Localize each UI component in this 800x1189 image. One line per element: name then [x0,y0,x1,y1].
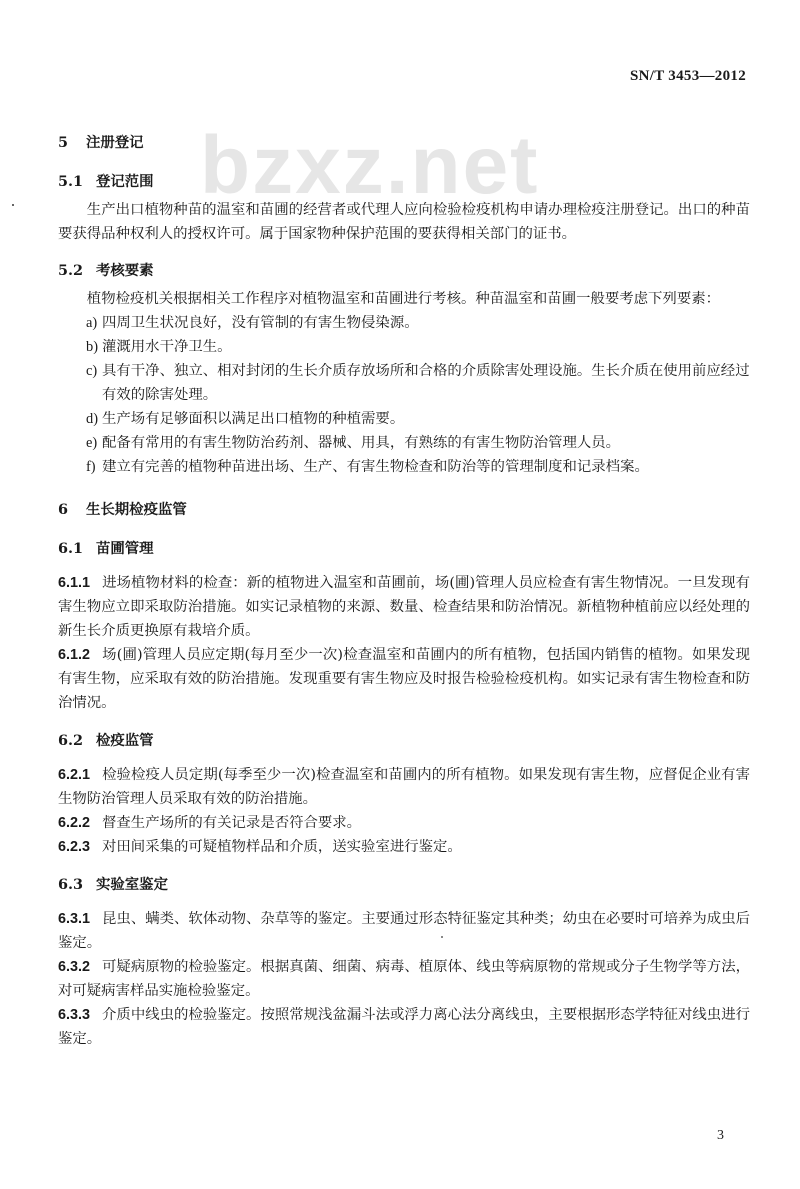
section-number: 5.1 [58,173,84,190]
list-text: 灌溉用水干净卫生。 [102,339,232,355]
list-text: 配备有常用的有害生物防治药剂、器械、用具，有熟练的有害生物防治管理人员。 [102,435,621,451]
list-item [58,311,750,335]
list-item [58,407,750,431]
clause-6-1-2 [58,643,750,715]
list-item [58,455,750,479]
clause-number: 6.2.3 [58,839,91,855]
clause-text: 可疑病原物的检验鉴定。根据真菌、细菌、病毒、植原体、线虫等病原物的常规或分子生物学等方法，对可疑病害样品实施检验鉴定。 [58,959,750,999]
clause-text: 昆虫、螨类、软体动物、杂草等的鉴定。主要通过形态特征鉴定其种类；幼虫在必要时可培养为成虫后鉴定。 [58,911,750,951]
clause-text: 督查生产场所的有关记录是否符合要求。 [102,815,362,831]
clause-6-3-1 [58,907,750,955]
section-5-1-text: 生产出口植物种苗的温室和苗圃的经营者或代理人应向检验检疫机构申请办理检疫注册登记。出口的种苗要获得品种权利人的授权许可。属于国家物种保护范围的要获得相关部门的证书。 [58,202,750,242]
list-label: b) [86,339,98,355]
section-6-3-heading [58,873,750,897]
clause-6-2-1 [58,763,750,811]
clause-6-2-2 [58,811,750,835]
section-title: 登记范围 [96,173,154,190]
clause-6-3-3 [58,1003,750,1051]
clause-text: 对田间采集的可疑植物样品和介质，送实验室进行鉴定。 [102,839,462,855]
section-6-heading [58,498,750,522]
list-label: c) [86,363,98,379]
section-number: 6.1 [58,540,84,557]
clause-number: 6.3.2 [58,959,91,975]
clause-6-2-3 [58,835,750,859]
section-title: 检疫监管 [96,732,154,749]
requirement-list [58,311,750,479]
section-title: 实验室鉴定 [96,876,168,893]
clause-text: 检验检疫人员定期(每季至少一次)检查温室和苗圃内的所有植物。如果发现有害生物，应督促企业有害生物防治管理人员采取有效的防治措施。 [58,767,750,807]
scan-speck [12,204,14,206]
section-number: 5 [58,134,69,151]
page-number: 3 [717,1128,724,1143]
list-label: d) [86,411,98,427]
section-title: 考核要素 [96,262,154,279]
section-number: 6 [58,501,69,518]
clause-text: 介质中线虫的检验鉴定。按照常规浅盆漏斗法或浮力离心法分离线虫，主要根据形态学特征对线虫进行鉴定。 [58,1007,750,1047]
section-5-heading [58,131,750,155]
watermark: bzxz.net [200,120,540,211]
list-item [58,335,750,359]
clause-6-3-2 [58,955,750,1003]
section-5-2-heading [58,259,750,283]
section-5-1-heading [58,170,750,194]
section-title: 注册登记 [86,134,144,151]
section-number: 5.2 [58,262,84,279]
clause-text: 场(圃)管理人员应定期(每月至少一次)检查温室和苗圃内的所有植物，包括国内销售的植物。如果发现有害生物，应采取有效的防治措施。发现重要有害生物应及时报告检验检疫机构。如实记录有害生物检查和防治情况。 [58,647,750,711]
list-text: 具有干净、独立、相对封闭的生长介质存放场所和合格的介质除害处理设施。生长介质在使用前应经过有效的除害处理。 [102,363,750,403]
list-text: 建立有完善的植物种苗进出场、生产、有害生物检查和防治等的管理制度和记录档案。 [102,459,649,475]
clause-number: 6.2.1 [58,767,91,783]
clause-text: 进场植物材料的检查：新的植物进入温室和苗圃前，场(圃)管理人员应检查有害生物情况。一旦发现有害生物应立即采取防治措施。如实记录植物的来源、数量、检查结果和防治情况。新植物种植前应以经处理的新生长介质更换原有栽培介质。 [58,575,750,639]
clause-number: 6.3.3 [58,1007,91,1023]
list-label: a) [86,315,98,331]
standard-code: SN/T 3453—2012 [629,68,746,84]
list-text: 生产场有足够面积以满足出口植物的种植需要。 [102,411,405,427]
list-item [58,431,750,455]
clause-number: 6.3.1 [58,911,91,927]
section-title: 苗圃管理 [96,540,154,557]
list-label: e) [86,435,98,451]
section-number: 6.2 [58,732,84,749]
section-5-2-text: 植物检疫机关根据相关工作程序对植物温室和苗圃进行考核。种苗温室和苗圃一般要考虑下列要素： [86,291,720,307]
section-6-2-heading [58,729,750,753]
clause-number: 6.1.1 [58,575,91,591]
clause-number: 6.2.2 [58,815,91,831]
document-body [58,120,750,1051]
list-text: 四周卫生状况良好，没有管制的有害生物侵染源。 [102,315,419,331]
clause-number: 6.1.2 [58,647,91,663]
section-title: 生长期检疫监管 [86,501,187,518]
list-label: f) [86,459,96,475]
section-6-1-heading [58,537,750,561]
section-number: 6.3 [58,876,84,893]
clause-6-1-1 [58,571,750,643]
list-item [58,359,750,407]
